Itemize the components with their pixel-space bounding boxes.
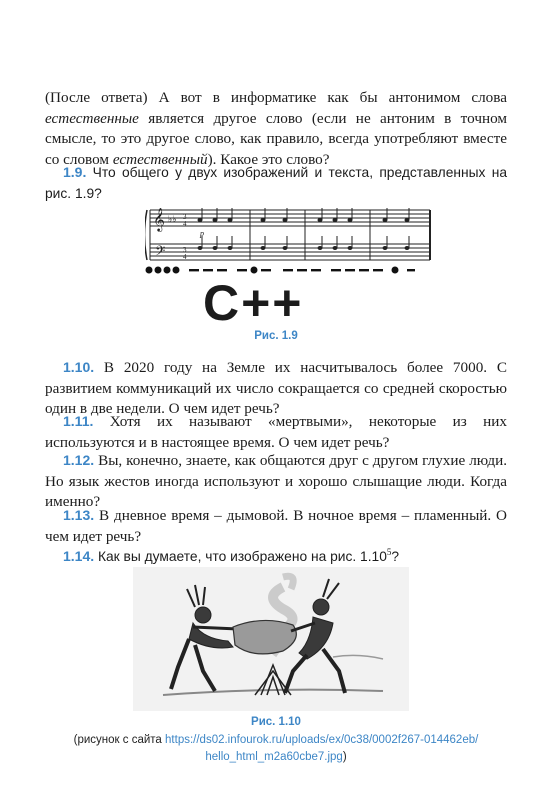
question-1-13	[45, 505, 507, 547]
question-number: 1.14.	[63, 548, 95, 565]
question-number: 1.11.	[63, 413, 94, 429]
intro-paragraph	[45, 88, 507, 170]
source-link-part-1[interactable]: https://ds02.infourok.ru/uploads/ex/0c38/0002f267-014462eb/	[165, 734, 479, 746]
intro-italic-2: естественный	[112, 150, 208, 168]
question-number: 1.10.	[63, 359, 95, 375]
question-text: Как вы думаете, что изображено на рис. 1.10	[97, 549, 387, 565]
svg-text:♭♭: ♭♭	[168, 214, 177, 224]
svg-text:p: p	[200, 229, 204, 238]
source-link-part-2[interactable]: hello_html_m2a60cbe7.jpg	[205, 751, 343, 763]
figure-1-9-caption: Рис. 1.9	[254, 330, 298, 342]
source-suffix: )	[342, 751, 347, 763]
intro-text-2: является другое слово (если не антоним в точном смысле, то это другое слово, как правило, всегда употребляют вместе со словом	[45, 109, 507, 168]
question-text: Вы, конечно, знаете, как общаются друг с другом глухие люди. Но язык жестов иногда используют и хорошо слышащие люди. Когда именно?	[45, 452, 508, 511]
question-1-9	[45, 162, 507, 204]
figure-source-note	[45, 732, 507, 766]
question-number: 1.12.	[63, 452, 95, 468]
question-1-14	[45, 542, 507, 568]
figure-1-10-caption: Рис. 1.10	[251, 716, 301, 728]
intro-italic-1: естественные	[45, 109, 139, 127]
cpp-logo-text: C++	[203, 275, 304, 331]
question-number: 1.13.	[63, 507, 95, 523]
question-text-end: ?	[391, 549, 400, 565]
svg-text:3: 3	[183, 246, 187, 254]
svg-text:𝄞: 𝄞	[153, 207, 165, 231]
svg-text:3: 3	[183, 213, 187, 221]
question-text: Хотя их называют «мертвыми», некоторые из них используются и в настоящее время. О чем идет речь?	[45, 413, 507, 451]
question-1-12	[45, 450, 507, 513]
question-1-11	[45, 411, 507, 453]
music-staff-figure	[145, 206, 445, 268]
question-number: 1.9.	[63, 164, 87, 180]
smoke-signal-illustration	[133, 567, 409, 711]
source-prefix: (рисунок с сайта	[73, 734, 166, 746]
question-text: В дневное время – дымовой. В ночное время – пламенный. О чем идет речь?	[45, 507, 508, 545]
svg-text:4: 4	[183, 253, 187, 261]
intro-text-3: ). Какое это слово?	[207, 150, 330, 168]
question-text: В 2020 году на Земле их насчитывалось более 7000. С развитием коммуникаций их число сокращается со средней скоростью один в две недели. О чем идет речь?	[45, 359, 508, 418]
svg-text:4: 4	[183, 220, 187, 228]
footnote-marker: 5	[386, 547, 392, 557]
intro-text-1: (После ответа) А вот в информатике как бы антонимом слова	[45, 89, 507, 106]
question-text: Что общего у двух изображений и текста, представленных на рис. 1.9?	[45, 165, 508, 201]
svg-text:𝄢: 𝄢	[155, 243, 166, 262]
